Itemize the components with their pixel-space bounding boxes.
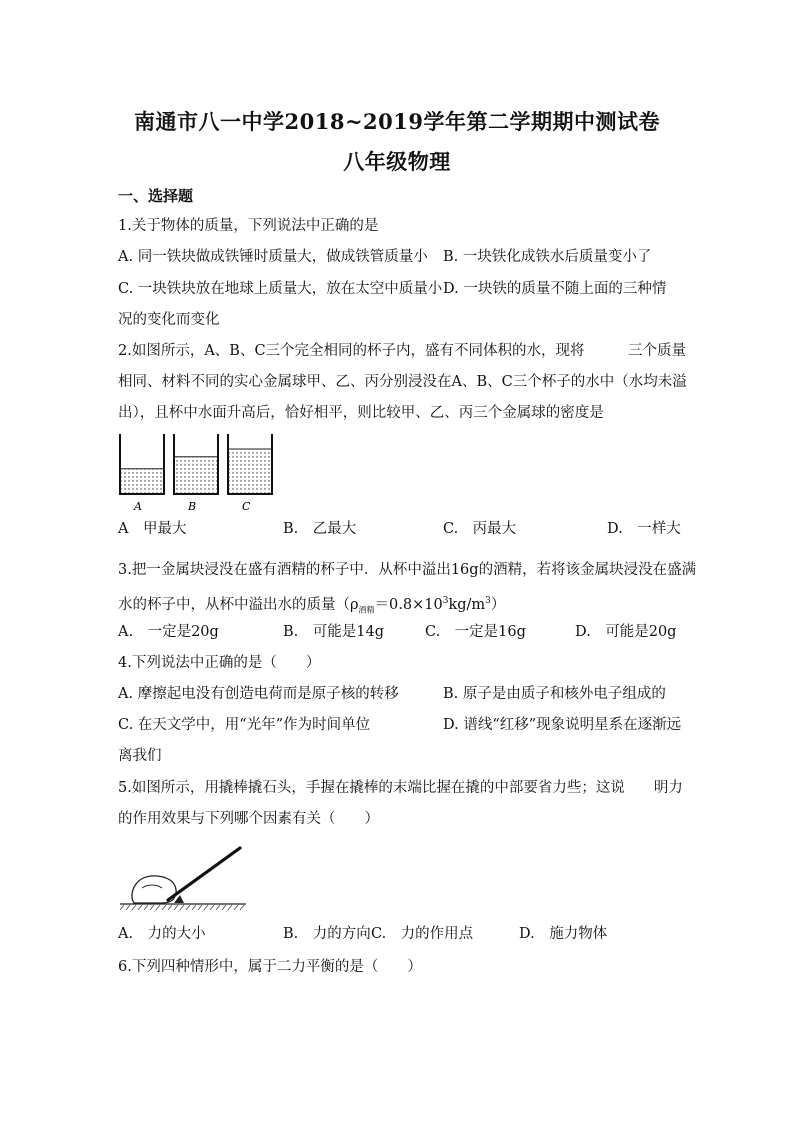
cup-water-a [120,469,164,494]
q5-option-b: B. 力的方向 [283,926,371,942]
q6-stem: 6.下列四种情形中，属于二力平衡的是（ ） [118,959,422,975]
q4-option-d-cont: 离我们 [118,748,162,764]
q1-option-d-cont: 况的变化而变化 [118,312,220,328]
ground-hatching [120,905,244,910]
cup-label-a: A [134,500,142,513]
q4-option-c: C. 在天文学中，用“光年”作为时间单位 [118,717,371,733]
q1-option-d: D. 一块铁的质量不随上面的三种情 [443,281,667,297]
q5-option-a: A. 力的大小 [118,926,206,942]
q5-stem-line2: 的作用效果与下列哪个因素有关（ ） [118,811,379,827]
q2-option-a: A 甲最大 [118,521,187,537]
cup-label-b: B [188,500,197,513]
q3-stem-line1: 3.把一金属块浸没在盛有酒精的杯子中．从杯中溢出16g的酒精，若将该金属块浸没在盛满 [118,562,697,578]
q5-stem-line1: 5.如图所示，用撬棒撬石头，手握在撬棒的末端比握在撬的中部要省力些；这说 明力 [118,780,683,796]
q2-stem-line2: 相同、材料不同的实心金属球甲、乙、丙分别浸没在A、B、C三个杯子的水中（水均未溢 [118,374,687,390]
q4-option-b: B. 原子是由质子和核外电子组成的 [443,686,666,702]
q4-option-d: D. 谱线“红移”现象说明星系在逐渐远 [443,717,682,733]
q1-option-c: C. 一块铁块放在地球上质量大，放在太空中质量小 [118,281,443,297]
q5-option-c: C. 力的作用点 [371,926,474,942]
exam-title: 南通市八一中学2018~2019学年第二学期期中测试卷 [134,109,660,134]
q3-option-b: B. 可能是14g [283,624,384,640]
exam-subtitle: 八年级物理 [343,149,451,174]
cup-water-c [228,449,272,494]
q3-unit: kg/m [448,596,486,613]
q2-option-b: B. 乙最大 [283,521,357,537]
q3-stem-line2 [118,591,505,621]
q3-subscript: 酒精 [358,605,375,615]
q1-option-b: B. 一块铁化成铁水后质量变小了 [443,249,652,265]
q3-option-a: A. 一定是20g [118,624,219,640]
q5-option-d: D. 施力物体 [519,926,608,942]
q3-unit-exponent: 3 [485,596,491,606]
q4-option-a: A. 摩擦起电没有创造电荷而是原子核的转移 [118,686,399,702]
crowbar-rock-figure [118,842,248,912]
q2-option-d: D. 一样大 [607,521,681,537]
q3-text: 水的杯子中，从杯中溢出水的质量（ρ [118,596,359,613]
section-heading: 一、选择题 [118,187,194,205]
q4-stem: 4.下列说法中正确的是（ ） [118,655,321,671]
q1-stem: 1.关于物体的质量，下列说法中正确的是 [118,218,379,234]
cup-label-c: C [242,500,251,513]
q3-close-paren: ） [490,596,506,613]
q3-exponent: 3 [442,596,449,606]
q3-option-c: C. 一定是16g [425,624,526,640]
crowbar [168,848,240,900]
q2-option-c: C. 丙最大 [443,521,517,537]
q2-stem-line3: 出），且杯中水面升高后，恰好相平，则比较甲、乙、丙三个金属球的密度是 [118,405,604,421]
q3-option-d: D. 可能是20g [575,624,677,640]
q2-stem-line1: 2.如图所示，A、B、C三个完全相同的杯子内，盛有不同体积的水，现将 三个质量 [118,343,687,359]
cup-water-b [174,457,218,494]
q1-option-a: A. 同一铁块做成铁锤时质量大，做成铁管质量小 [118,249,428,265]
three-cups-figure [116,432,286,514]
q3-density-value: ＝0.8×10 [374,596,443,613]
